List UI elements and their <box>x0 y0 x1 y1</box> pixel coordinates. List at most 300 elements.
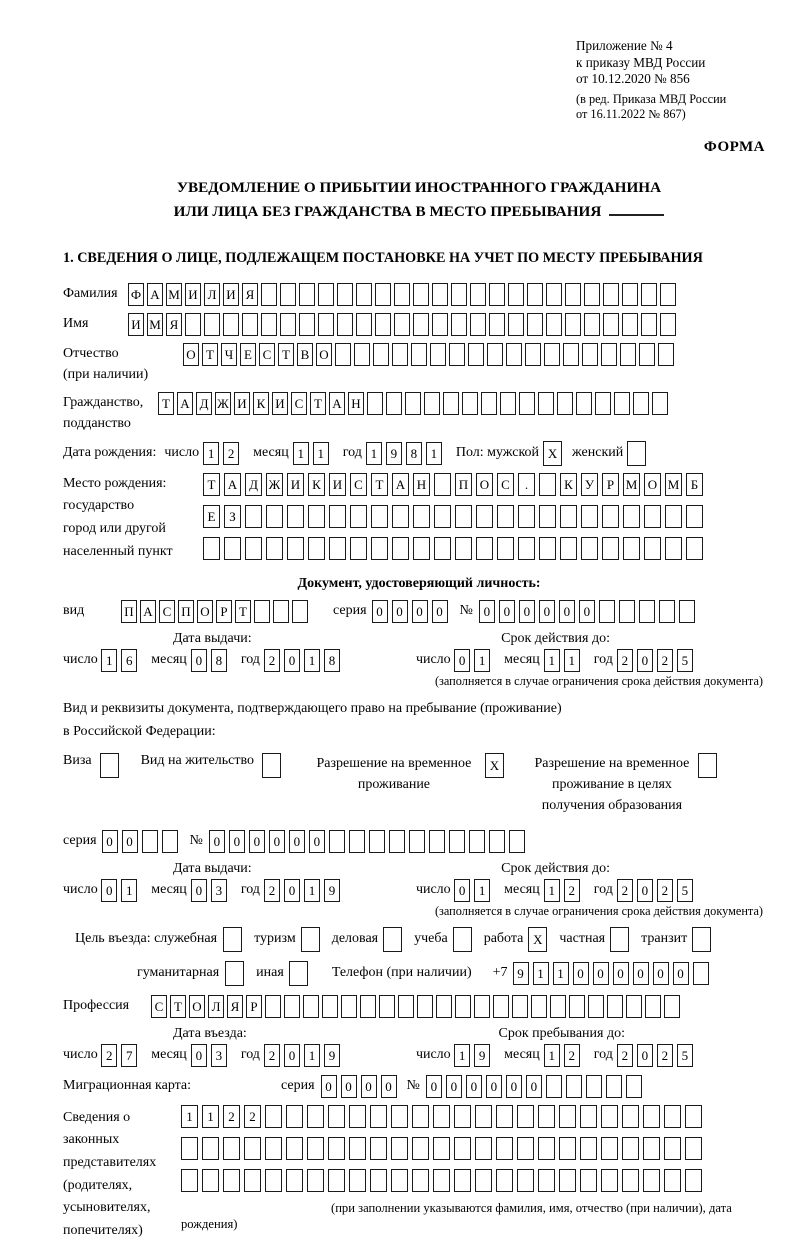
char-box[interactable] <box>559 1105 576 1128</box>
char-box[interactable]: С <box>350 473 367 496</box>
char-box[interactable]: К <box>308 473 325 496</box>
char-box[interactable]: И <box>234 392 250 415</box>
char-box[interactable] <box>322 995 338 1018</box>
char-box[interactable]: 6 <box>121 649 137 672</box>
char-box[interactable]: А <box>147 283 163 306</box>
char-box[interactable] <box>265 1169 282 1192</box>
char-box[interactable] <box>337 313 353 336</box>
char-box[interactable] <box>643 1169 660 1192</box>
char-box[interactable] <box>538 1169 555 1192</box>
char-box[interactable] <box>394 283 410 306</box>
char-box[interactable] <box>286 1137 303 1160</box>
char-box[interactable]: Ж <box>215 392 231 415</box>
char-box[interactable] <box>244 1137 261 1160</box>
char-box[interactable] <box>223 1137 240 1160</box>
char-box[interactable]: 0 <box>593 962 609 985</box>
char-box[interactable]: И <box>272 392 288 415</box>
char-box[interactable] <box>451 313 467 336</box>
char-box[interactable] <box>641 283 657 306</box>
char-box[interactable] <box>659 600 675 623</box>
char-box[interactable] <box>356 283 372 306</box>
char-box[interactable]: 8 <box>406 442 422 465</box>
char-box[interactable] <box>620 343 636 366</box>
char-box[interactable]: 0 <box>539 600 555 623</box>
char-box[interactable]: 2 <box>617 879 633 902</box>
char-box[interactable] <box>614 392 630 415</box>
char-box[interactable]: З <box>224 505 241 528</box>
purpose-other-checkbox[interactable] <box>289 961 308 986</box>
char-box[interactable] <box>266 537 283 560</box>
purpose-private-checkbox[interactable] <box>610 927 629 952</box>
char-box[interactable]: 9 <box>386 442 402 465</box>
char-box[interactable]: 0 <box>381 1075 397 1098</box>
char-box[interactable] <box>329 505 346 528</box>
char-box[interactable] <box>601 1105 618 1128</box>
char-box[interactable] <box>580 1105 597 1128</box>
char-box[interactable] <box>436 995 452 1018</box>
char-box[interactable] <box>224 537 241 560</box>
char-box[interactable] <box>284 995 300 1018</box>
char-box[interactable]: 0 <box>191 1044 207 1067</box>
char-box[interactable] <box>538 392 554 415</box>
char-box[interactable]: 5 <box>677 879 693 902</box>
char-box[interactable]: 0 <box>426 1075 442 1098</box>
residence-permit-checkbox[interactable] <box>262 753 281 778</box>
patronymic-boxes[interactable] <box>183 343 677 366</box>
char-box[interactable] <box>633 392 649 415</box>
char-box[interactable]: В <box>297 343 313 366</box>
char-box[interactable] <box>350 505 367 528</box>
char-box[interactable] <box>527 283 543 306</box>
char-box[interactable] <box>398 995 414 1018</box>
char-box[interactable]: Н <box>413 473 430 496</box>
char-box[interactable] <box>660 283 676 306</box>
char-box[interactable] <box>538 1137 555 1160</box>
char-box[interactable] <box>468 343 484 366</box>
char-box[interactable] <box>299 283 315 306</box>
char-box[interactable] <box>474 995 490 1018</box>
char-box[interactable]: 2 <box>657 1044 673 1067</box>
doc-kind-boxes[interactable] <box>121 600 311 623</box>
char-box[interactable] <box>627 441 646 466</box>
char-box[interactable] <box>391 1105 408 1128</box>
char-box[interactable] <box>394 313 410 336</box>
char-box[interactable] <box>413 505 430 528</box>
char-box[interactable] <box>569 995 585 1018</box>
char-box[interactable] <box>493 995 509 1018</box>
char-box[interactable] <box>698 753 717 778</box>
char-box[interactable]: X <box>528 927 547 952</box>
char-box[interactable]: Я <box>166 313 182 336</box>
char-box[interactable] <box>508 313 524 336</box>
char-box[interactable] <box>454 1169 471 1192</box>
purpose-tourism-checkbox[interactable] <box>301 927 320 952</box>
stay-year-boxes[interactable] <box>617 1044 697 1067</box>
char-box[interactable]: И <box>329 473 346 496</box>
char-box[interactable]: Л <box>204 283 220 306</box>
doc-valid-day-boxes[interactable] <box>454 649 494 672</box>
purpose-business-checkbox[interactable] <box>383 927 402 952</box>
char-box[interactable]: Л <box>208 995 224 1018</box>
char-box[interactable]: 2 <box>564 1044 580 1067</box>
char-box[interactable]: X <box>485 753 504 778</box>
char-box[interactable] <box>367 392 383 415</box>
char-box[interactable]: К <box>560 473 577 496</box>
char-box[interactable]: И <box>128 313 144 336</box>
char-box[interactable] <box>328 1169 345 1192</box>
char-box[interactable] <box>566 1075 582 1098</box>
char-box[interactable] <box>370 1105 387 1128</box>
char-box[interactable] <box>496 1105 513 1128</box>
char-box[interactable] <box>645 995 661 1018</box>
char-box[interactable]: О <box>316 343 332 366</box>
char-box[interactable]: 0 <box>653 962 669 985</box>
char-box[interactable]: О <box>476 473 493 496</box>
char-box[interactable]: Т <box>371 473 388 496</box>
doc-issue-month-boxes[interactable] <box>191 649 231 672</box>
char-box[interactable] <box>449 830 465 853</box>
doc-issue-day-boxes[interactable] <box>101 649 141 672</box>
char-box[interactable]: М <box>665 473 682 496</box>
char-box[interactable]: 0 <box>506 1075 522 1098</box>
char-box[interactable]: Д <box>196 392 212 415</box>
char-box[interactable] <box>517 1105 534 1128</box>
birth-day-boxes[interactable] <box>203 442 243 465</box>
char-box[interactable]: 0 <box>122 830 138 853</box>
char-box[interactable] <box>476 505 493 528</box>
char-box[interactable] <box>559 1137 576 1160</box>
char-box[interactable] <box>664 1105 681 1128</box>
char-box[interactable] <box>430 343 446 366</box>
char-box[interactable] <box>318 313 334 336</box>
char-box[interactable] <box>602 505 619 528</box>
char-box[interactable] <box>369 830 385 853</box>
char-box[interactable] <box>412 1169 429 1192</box>
char-box[interactable]: 0 <box>289 830 305 853</box>
char-box[interactable] <box>225 961 244 986</box>
char-box[interactable] <box>280 283 296 306</box>
char-box[interactable] <box>371 537 388 560</box>
char-box[interactable] <box>244 1169 261 1192</box>
purpose-official-checkbox[interactable] <box>223 927 242 952</box>
char-box[interactable] <box>261 283 277 306</box>
doc-issue-year-boxes[interactable] <box>264 649 344 672</box>
doc-series-boxes[interactable] <box>372 600 452 623</box>
char-box[interactable]: 0 <box>412 600 428 623</box>
char-box[interactable]: Т <box>170 995 186 1018</box>
char-box[interactable] <box>527 313 543 336</box>
char-box[interactable]: 1 <box>304 1044 320 1067</box>
char-box[interactable] <box>379 995 395 1018</box>
char-box[interactable] <box>517 1137 534 1160</box>
char-box[interactable] <box>686 537 703 560</box>
doc-number-boxes[interactable] <box>479 600 699 623</box>
char-box[interactable] <box>518 537 535 560</box>
char-box[interactable] <box>301 927 320 952</box>
char-box[interactable]: 2 <box>264 879 280 902</box>
char-box[interactable] <box>370 1169 387 1192</box>
char-box[interactable]: 2 <box>101 1044 117 1067</box>
char-box[interactable] <box>245 537 262 560</box>
char-box[interactable]: 0 <box>499 600 515 623</box>
char-box[interactable] <box>432 313 448 336</box>
char-box[interactable]: 0 <box>284 1044 300 1067</box>
char-box[interactable]: 8 <box>211 649 227 672</box>
stay-day-boxes[interactable] <box>454 1044 494 1067</box>
char-box[interactable] <box>692 927 711 952</box>
char-box[interactable]: Е <box>240 343 256 366</box>
char-box[interactable]: 5 <box>677 649 693 672</box>
char-box[interactable] <box>434 473 451 496</box>
char-box[interactable]: Я <box>227 995 243 1018</box>
char-box[interactable]: 0 <box>309 830 325 853</box>
purpose-study-checkbox[interactable] <box>453 927 472 952</box>
char-box[interactable] <box>626 995 642 1018</box>
char-box[interactable] <box>203 537 220 560</box>
migration-number-boxes[interactable] <box>426 1075 646 1098</box>
char-box[interactable]: 0 <box>637 879 653 902</box>
char-box[interactable]: 2 <box>244 1105 261 1128</box>
char-box[interactable] <box>559 1169 576 1192</box>
char-box[interactable]: С <box>259 343 275 366</box>
char-box[interactable] <box>603 313 619 336</box>
char-box[interactable] <box>181 1169 198 1192</box>
char-box[interactable] <box>546 1075 562 1098</box>
char-box[interactable] <box>289 961 308 986</box>
char-box[interactable] <box>487 343 503 366</box>
temp-residence-checkbox[interactable] <box>485 753 504 778</box>
char-box[interactable] <box>242 313 258 336</box>
char-box[interactable] <box>371 505 388 528</box>
char-box[interactable] <box>610 927 629 952</box>
char-box[interactable]: 0 <box>321 1075 337 1098</box>
char-box[interactable] <box>392 505 409 528</box>
char-box[interactable] <box>433 1105 450 1128</box>
char-box[interactable] <box>307 1137 324 1160</box>
char-box[interactable] <box>455 537 472 560</box>
char-box[interactable] <box>303 995 319 1018</box>
char-box[interactable]: А <box>177 392 193 415</box>
char-box[interactable] <box>531 995 547 1018</box>
char-box[interactable] <box>335 343 351 366</box>
char-box[interactable]: Д <box>245 473 262 496</box>
char-box[interactable] <box>623 537 640 560</box>
char-box[interactable]: 0 <box>466 1075 482 1098</box>
char-box[interactable]: 1 <box>564 649 580 672</box>
char-box[interactable] <box>307 1105 324 1128</box>
char-box[interactable] <box>429 830 445 853</box>
char-box[interactable] <box>470 313 486 336</box>
char-box[interactable] <box>603 283 619 306</box>
char-box[interactable] <box>660 313 676 336</box>
char-box[interactable] <box>496 1169 513 1192</box>
char-box[interactable] <box>622 1169 639 1192</box>
char-box[interactable]: 0 <box>101 879 117 902</box>
char-box[interactable] <box>595 392 611 415</box>
char-box[interactable] <box>693 962 709 985</box>
char-box[interactable] <box>601 1137 618 1160</box>
char-box[interactable]: 1 <box>304 649 320 672</box>
char-box[interactable]: П <box>121 600 137 623</box>
visa-checkbox[interactable] <box>100 753 119 778</box>
char-box[interactable] <box>664 1169 681 1192</box>
char-box[interactable] <box>565 313 581 336</box>
char-box[interactable]: 7 <box>121 1044 137 1067</box>
char-box[interactable] <box>539 537 556 560</box>
char-box[interactable] <box>307 1169 324 1192</box>
char-box[interactable]: 0 <box>361 1075 377 1098</box>
char-box[interactable]: О <box>183 343 199 366</box>
char-box[interactable] <box>432 283 448 306</box>
char-box[interactable] <box>665 537 682 560</box>
char-box[interactable] <box>286 1105 303 1128</box>
char-box[interactable] <box>223 1169 240 1192</box>
birthplace-row1-boxes[interactable] <box>203 473 707 496</box>
char-box[interactable] <box>181 1137 198 1160</box>
char-box[interactable] <box>265 995 281 1018</box>
char-box[interactable] <box>328 1105 345 1128</box>
char-box[interactable] <box>280 313 296 336</box>
char-box[interactable]: 5 <box>677 1044 693 1067</box>
char-box[interactable] <box>506 343 522 366</box>
char-box[interactable] <box>287 537 304 560</box>
char-box[interactable] <box>202 1137 219 1160</box>
char-box[interactable] <box>454 1137 471 1160</box>
char-box[interactable] <box>292 600 308 623</box>
char-box[interactable]: 0 <box>479 600 495 623</box>
char-box[interactable]: 1 <box>544 1044 560 1067</box>
char-box[interactable] <box>619 600 635 623</box>
char-box[interactable]: 0 <box>284 649 300 672</box>
char-box[interactable] <box>665 505 682 528</box>
char-box[interactable]: О <box>197 600 213 623</box>
doc-valid-year-boxes[interactable] <box>617 649 697 672</box>
char-box[interactable] <box>586 1075 602 1098</box>
char-box[interactable] <box>273 600 289 623</box>
char-box[interactable] <box>328 1137 345 1160</box>
char-box[interactable]: 0 <box>579 600 595 623</box>
char-box[interactable] <box>350 537 367 560</box>
phone-boxes[interactable] <box>513 962 713 985</box>
char-box[interactable] <box>588 995 604 1018</box>
char-box[interactable]: 1 <box>426 442 442 465</box>
char-box[interactable]: 1 <box>533 962 549 985</box>
birth-month-boxes[interactable] <box>293 442 333 465</box>
temp-residence-edu-checkbox[interactable] <box>698 753 717 778</box>
char-box[interactable] <box>299 313 315 336</box>
char-box[interactable]: 2 <box>564 879 580 902</box>
char-box[interactable]: 1 <box>181 1105 198 1128</box>
char-box[interactable] <box>685 1105 702 1128</box>
char-box[interactable] <box>544 343 560 366</box>
char-box[interactable]: 0 <box>637 649 653 672</box>
char-box[interactable] <box>308 505 325 528</box>
char-box[interactable] <box>641 313 657 336</box>
char-box[interactable]: 8 <box>324 649 340 672</box>
char-box[interactable] <box>581 505 598 528</box>
char-box[interactable]: М <box>623 473 640 496</box>
char-box[interactable] <box>512 995 528 1018</box>
char-box[interactable] <box>639 600 655 623</box>
char-box[interactable]: 9 <box>324 879 340 902</box>
permit-series-boxes[interactable] <box>102 830 182 853</box>
permit-valid-month-boxes[interactable] <box>544 879 584 902</box>
char-box[interactable] <box>202 1169 219 1192</box>
char-box[interactable] <box>664 1137 681 1160</box>
doc-valid-month-boxes[interactable] <box>544 649 584 672</box>
char-box[interactable]: 2 <box>223 1105 240 1128</box>
char-box[interactable] <box>318 283 334 306</box>
char-box[interactable] <box>265 1105 282 1128</box>
char-box[interactable]: 0 <box>269 830 285 853</box>
char-box[interactable]: С <box>497 473 514 496</box>
char-box[interactable] <box>601 1169 618 1192</box>
char-box[interactable] <box>254 600 270 623</box>
char-box[interactable] <box>489 830 505 853</box>
char-box[interactable]: Ж <box>266 473 283 496</box>
char-box[interactable] <box>349 1105 366 1128</box>
char-box[interactable] <box>539 505 556 528</box>
char-box[interactable] <box>658 343 674 366</box>
char-box[interactable] <box>185 313 201 336</box>
char-box[interactable] <box>550 995 566 1018</box>
char-box[interactable]: 1 <box>203 442 219 465</box>
permit-issue-month-boxes[interactable] <box>191 879 231 902</box>
char-box[interactable] <box>565 283 581 306</box>
char-box[interactable] <box>392 537 409 560</box>
char-box[interactable]: 1 <box>474 649 490 672</box>
char-box[interactable] <box>375 283 391 306</box>
char-box[interactable]: 9 <box>324 1044 340 1067</box>
char-box[interactable] <box>462 392 478 415</box>
char-box[interactable] <box>223 313 239 336</box>
char-box[interactable] <box>639 343 655 366</box>
char-box[interactable] <box>652 392 668 415</box>
char-box[interactable] <box>329 830 345 853</box>
sex-female-checkbox[interactable] <box>627 441 646 466</box>
char-box[interactable] <box>392 343 408 366</box>
char-box[interactable] <box>517 1169 534 1192</box>
char-box[interactable] <box>434 505 451 528</box>
birthplace-row3-boxes[interactable] <box>203 537 707 560</box>
char-box[interactable]: 1 <box>202 1105 219 1128</box>
char-box[interactable] <box>622 1105 639 1128</box>
sex-male-checkbox[interactable] <box>543 441 562 466</box>
char-box[interactable] <box>433 1137 450 1160</box>
char-box[interactable] <box>360 995 376 1018</box>
char-box[interactable] <box>413 313 429 336</box>
char-box[interactable] <box>606 1075 622 1098</box>
char-box[interactable]: Б <box>686 473 703 496</box>
char-box[interactable]: 0 <box>633 962 649 985</box>
char-box[interactable]: И <box>223 283 239 306</box>
char-box[interactable]: А <box>224 473 241 496</box>
char-box[interactable] <box>538 1105 555 1128</box>
char-box[interactable] <box>622 283 638 306</box>
char-box[interactable] <box>622 313 638 336</box>
char-box[interactable] <box>643 1137 660 1160</box>
char-box[interactable]: 0 <box>454 649 470 672</box>
char-box[interactable] <box>354 343 370 366</box>
char-box[interactable]: 2 <box>264 1044 280 1067</box>
char-box[interactable] <box>405 392 421 415</box>
char-box[interactable] <box>329 537 346 560</box>
char-box[interactable] <box>601 343 617 366</box>
char-box[interactable]: 0 <box>209 830 225 853</box>
char-box[interactable] <box>599 600 615 623</box>
char-box[interactable]: 0 <box>229 830 245 853</box>
purpose-transit-checkbox[interactable] <box>692 927 711 952</box>
